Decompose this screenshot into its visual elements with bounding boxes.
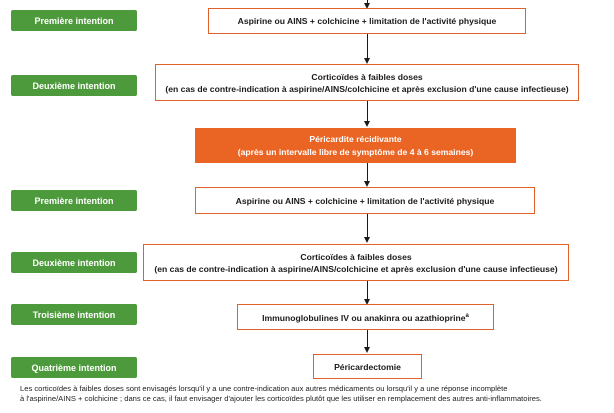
treatment-condition: (en cas de contre-indication à aspirine/AINS/colchicine et après exclusion d'une cause infectieuse) xyxy=(154,263,558,274)
treatment-text xyxy=(262,310,469,324)
treatment-title: Corticoïdes à faibles doses xyxy=(311,71,423,82)
treatment-box-corticoides xyxy=(155,64,579,101)
treatment-text: Aspirine ou AINS + colchicine + limitation de l'activité physique xyxy=(235,195,495,206)
recurrent-title: Péricardite récidivante xyxy=(309,133,402,144)
footnote-marker: a xyxy=(465,313,469,320)
footnote-line-1: Les corticoïdes à faibles doses sont envisagés lorsqu'il y a une contre-indication aux autres médicaments ou lorsqu'il y a une réponse incomplète xyxy=(20,384,508,393)
treatment-box-corticoides-recidive xyxy=(143,244,569,281)
treatment-text: Péricardectomie xyxy=(334,361,401,372)
connector-line xyxy=(367,101,368,121)
recurrent-condition: (après un intervalle libre de symptôme de 4 à 6 semaines) xyxy=(237,146,474,157)
step-label-deuxieme-intention: Deuxième intention xyxy=(11,75,137,96)
treatment-condition: (en cas de contre-indication à aspirine/AINS/colchicine et après exclusion d'une cause infectieuse) xyxy=(165,83,569,94)
connector-arrow xyxy=(364,121,370,127)
connector-line xyxy=(367,281,368,300)
treatment-text: Aspirine ou AINS + colchicine + limitation de l'activité physique xyxy=(237,16,497,26)
treatment-box-pericardectomie xyxy=(313,354,422,379)
treatment-title: Corticoïdes à faibles doses xyxy=(300,251,412,262)
connector-line xyxy=(367,214,368,237)
treatment-box-aspirine-colchicine xyxy=(208,8,526,34)
treatment-box-aspirine-colchicine-recidive xyxy=(195,187,535,214)
connector-line xyxy=(367,330,368,348)
footnote xyxy=(20,384,600,404)
connector-arrow xyxy=(364,237,370,243)
step-label-premiere-intention-recidive: Première intention xyxy=(11,190,137,211)
connector-arrow xyxy=(364,347,370,353)
recurrent-pericarditis-box xyxy=(195,128,516,163)
treatment-box-immunoglobulines xyxy=(237,304,494,330)
footnote-line-2: à l'aspirine/AINS + colchicine ; dans ce cas, il faut envisager d'ajouter les corticoïdes plutôt que les utiliser en remplacement des autres anti-inflammatoires. xyxy=(20,394,542,403)
connector-line xyxy=(367,163,368,181)
treatment-text-main: Immunoglobulines IV ou anakinra ou azathioprine xyxy=(262,312,466,323)
step-label-quatrieme-intention: Quatrième intention xyxy=(11,357,137,378)
step-label-troisieme-intention: Troisième intention xyxy=(11,304,137,325)
step-label-deuxieme-intention-recidive: Deuxième intention xyxy=(11,252,137,273)
connector-line xyxy=(367,34,368,58)
step-label-premiere-intention: Première intention xyxy=(11,10,137,31)
